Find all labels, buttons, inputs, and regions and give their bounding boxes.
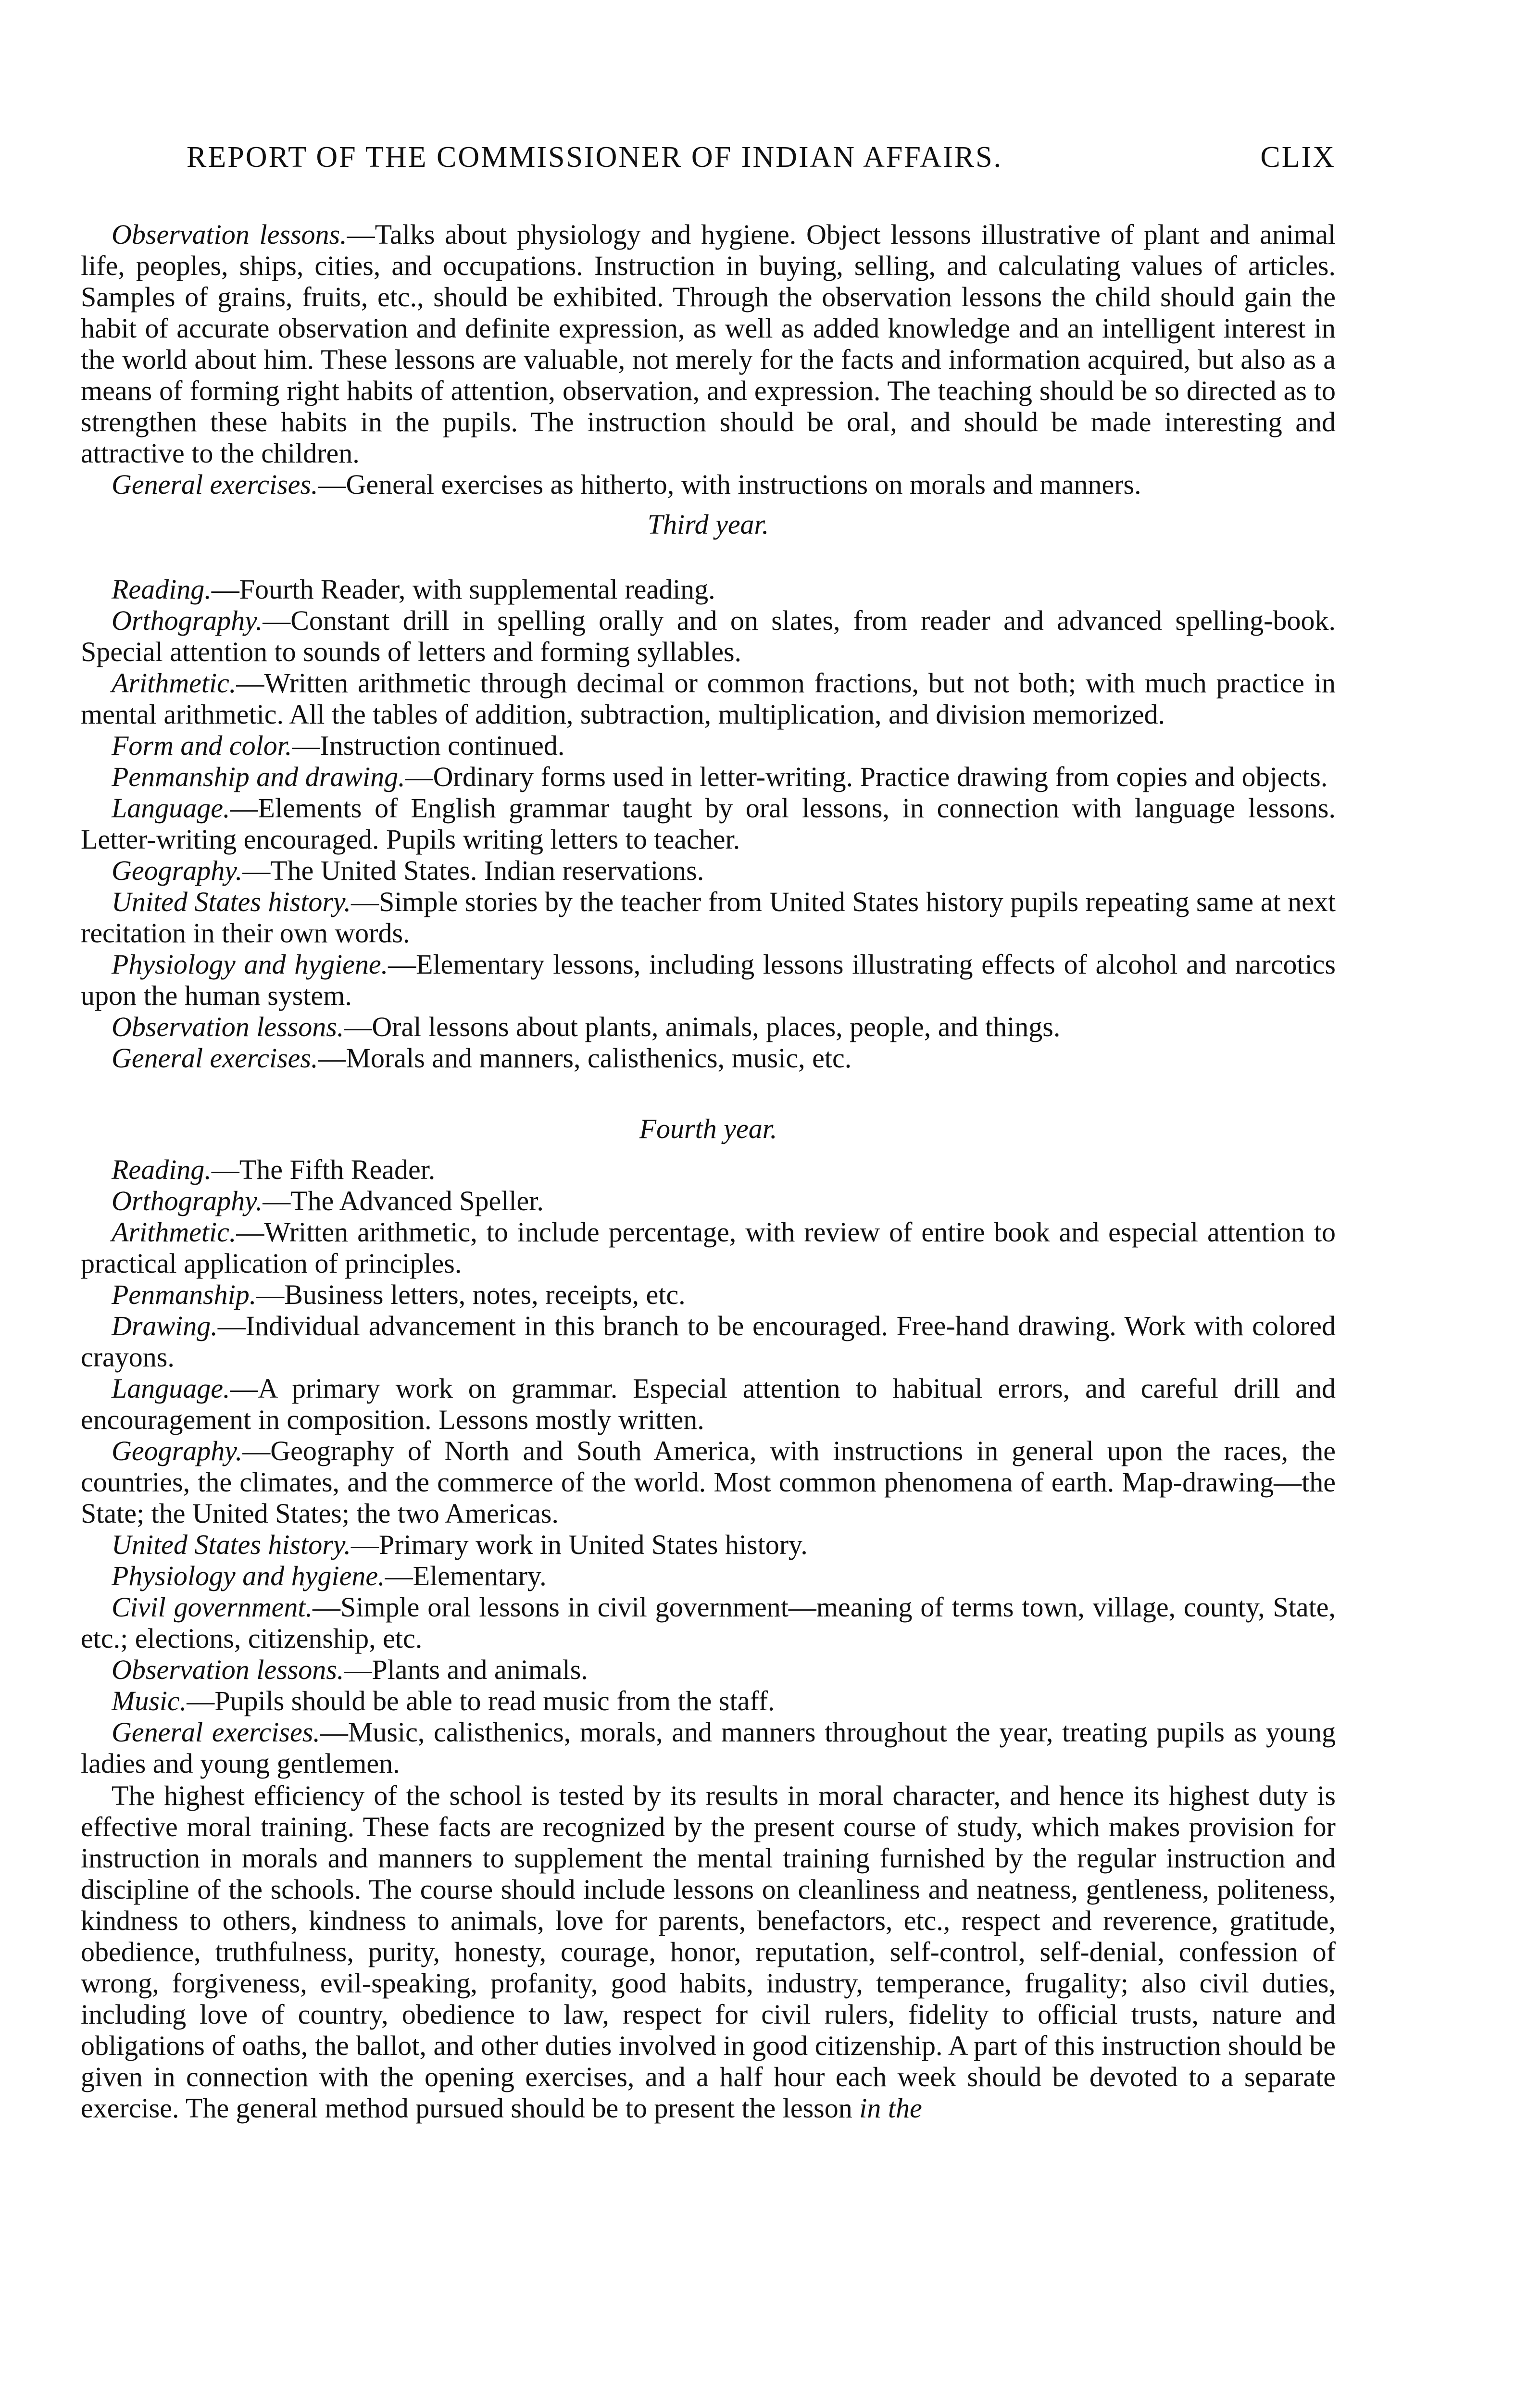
- item-text: —Instruction continued.: [292, 730, 565, 761]
- third-year-item: [81, 730, 1336, 761]
- third-year-item: [81, 1011, 1336, 1042]
- third-year-list: [81, 574, 1336, 1074]
- item-lead: Arithmetic.: [112, 667, 237, 699]
- item-text: —Simple oral lessons in civil government—meaning of terms town, village, county, State, etc.; elections, citizenship, etc.: [81, 1591, 1336, 1654]
- item-lead: General exercises.: [112, 1716, 320, 1748]
- third-year-item: [81, 855, 1336, 886]
- item-text: —Pupils should be able to read music from the staff.: [187, 1685, 775, 1716]
- third-year-item: [81, 761, 1336, 792]
- item-text: —Morals and manners, calisthenics, music, etc.: [318, 1042, 852, 1074]
- fourth-year-item: [81, 1685, 1336, 1716]
- item-lead: General exercises.: [112, 1042, 318, 1074]
- fourth-year-item: [81, 1373, 1336, 1435]
- item-lead: Form and color.: [112, 730, 292, 761]
- item-lead: United States history.: [112, 886, 351, 917]
- third-year-item: [81, 886, 1336, 949]
- item-text: —Elementary.: [385, 1560, 547, 1591]
- item-lead: Reading.: [112, 1154, 212, 1185]
- header-title: REPORT OF THE COMMISSIONER OF INDIAN AFFAIRS.: [187, 141, 1003, 174]
- page-number: CLIX: [1260, 141, 1336, 174]
- fourth-year-item: [81, 1310, 1336, 1373]
- item-text: —Elements of English grammar taught by oral lessons, in connection with language lessons. Letter-writing encouraged. Pupils writing letters to teacher.: [81, 792, 1336, 855]
- paragraph-observation-lessons: [81, 219, 1336, 469]
- fourth-year-item: [81, 1216, 1336, 1279]
- section-heading-fourth-year: Fourth year.: [639, 1113, 777, 1144]
- item-lead: United States history.: [112, 1529, 351, 1560]
- item-text: —Written arithmetic through decimal or common fractions, but not both; with much practice in mental arithmetic. All the tables of addition, subtraction, multiplication, and division memorized.: [81, 667, 1336, 730]
- third-year-item: [81, 949, 1336, 1011]
- item-lead: Observation lessons.: [112, 1654, 344, 1685]
- third-year-item: [81, 667, 1336, 730]
- item-lead: Penmanship and drawing.: [112, 761, 405, 792]
- item-text: —Ordinary forms used in letter-writing. Practice drawing from copies and objects.: [405, 761, 1328, 792]
- closing-paragraph: [81, 1780, 1336, 2124]
- item-lead: Observation lessons.: [112, 1011, 344, 1042]
- item-text: —Primary work in United States history.: [351, 1529, 808, 1560]
- item-lead: Drawing.: [112, 1310, 218, 1341]
- item-text: —Business letters, notes, receipts, etc.: [256, 1279, 686, 1310]
- item-text: —Simple stories by the teacher from United States history pupils repeating same at next recitation in their own words.: [81, 886, 1336, 949]
- item-text: —Geography of North and South America, with instructions in general upon the races, the countries, the climates, and the commerce of the world. Most common phenomena of earth. Map-drawing—the State; the United States; the two Americas.: [81, 1435, 1336, 1529]
- fourth-year-item: [81, 1154, 1336, 1185]
- item-text: —Written arithmetic, to include percentage, with review of entire book and especial attention to practical application of principles.: [81, 1216, 1336, 1279]
- item-lead: Arithmetic.: [112, 1216, 237, 1248]
- item-text: —The Advanced Speller.: [263, 1185, 544, 1216]
- fourth-year-item: [81, 1435, 1336, 1529]
- section-heading-third-year: Third year.: [647, 509, 769, 540]
- item-text: —A primary work on grammar. Especial attention to habitual errors, and careful drill and encouragement in composition. Lessons mostly written.: [81, 1373, 1336, 1435]
- fourth-year-item: [81, 1185, 1336, 1216]
- third-year-item: [81, 1042, 1336, 1074]
- third-year-item: [81, 792, 1336, 855]
- item-lead: Geography.: [112, 1435, 243, 1466]
- item-text: —Fourth Reader, with supplemental reading.: [211, 574, 715, 605]
- item-lead: Language.: [112, 792, 230, 824]
- third-year-item: [81, 574, 1336, 605]
- item-text: —Elementary lessons, including lessons illustrating effects of alcohol and narcotics upon the human system.: [81, 949, 1336, 1011]
- item-lead: Physiology and hygiene.: [112, 1560, 385, 1591]
- paragraph-text: —Talks about physiology and hygiene. Object lessons illustrative of plant and animal life, peoples, ships, cities, and occupations. Instruction in buying, selling, and calculating values of articles. Samples of grains, fruits, etc., should be exhibited. Through the observation lessons the child should gain the habit of accurate observation and definite expression, as well as added knowledge and an intelligent interest in the world about him. These lessons are valuable, not merely for the facts and information acquired, but also as a means of forming right habits of attention, observation, and expression. The teaching should be so directed as to strengthen these habits in the pupils. The instruction should be oral, and should be made interesting and attractive to the children.: [81, 219, 1336, 469]
- item-lead: Physiology and hygiene.: [112, 949, 388, 980]
- paragraph-text: —General exercises as hitherto, with instructions on morals and manners.: [318, 469, 1141, 500]
- item-lead: Civil government.: [112, 1591, 313, 1623]
- item-lead: Orthography.: [112, 605, 263, 636]
- item-lead: Penmanship.: [112, 1279, 257, 1310]
- item-lead: Orthography.: [112, 1185, 263, 1216]
- closing-tail: in the: [859, 2092, 922, 2124]
- item-lead: Geography.: [112, 855, 243, 886]
- item-text: —Plants and animals.: [344, 1654, 588, 1685]
- fourth-year-item: [81, 1560, 1336, 1591]
- fourth-year-item: [81, 1716, 1336, 1779]
- paragraph-lead: Observation lessons.: [112, 219, 347, 250]
- fourth-year-item: [81, 1654, 1336, 1685]
- item-lead: Language.: [112, 1373, 230, 1404]
- third-year-item: [81, 605, 1336, 667]
- item-text: —The Fifth Reader.: [211, 1154, 436, 1185]
- item-text: —Music, calisthenics, morals, and manners throughout the year, treating pupils as young ladies and young gentlemen.: [81, 1716, 1336, 1779]
- closing-text: The highest efficiency of the school is tested by its results in moral character, and hence its highest duty is effective moral training. These facts are recognized by the present course of study, which makes provision for instruction in morals and manners to supplement the mental training furnished by the regular instruction and discipline of the schools. The course should include lessons on cleanliness and neatness, gentleness, politeness, kindness to others, kindness to animals, love for parents, benefactors, etc., respect and reverence, gratitude, obedience, truthfulness, purity, honesty, courage, honor, reputation, self-control, self-denial, confession of wrong, forgiveness, evil-speaking, profanity, good habits, industry, temperance, frugality; also civil duties, including love of country, obedience to law, respect for civil rulers, fidelity to official trusts, nature and obligations of oaths, the ballot, and other duties involved in good citizenship. A part of this instruction should be given in connection with the opening exercises, and a half hour each week should be devoted to a separate exercise. The general method pursued should be to present the lesson: [81, 1780, 1336, 2124]
- fourth-year-item: [81, 1591, 1336, 1654]
- fourth-year-item: [81, 1279, 1336, 1310]
- item-lead: Music.: [112, 1685, 187, 1716]
- item-lead: Reading.: [112, 574, 212, 605]
- item-text: —The United States. Indian reservations.: [242, 855, 704, 886]
- paragraph-lead: General exercises.: [112, 469, 318, 500]
- item-text: —Oral lessons about plants, animals, places, people, and things.: [344, 1011, 1061, 1042]
- paragraph-general-exercises: [81, 469, 1336, 500]
- fourth-year-list: [81, 1154, 1336, 1779]
- fourth-year-item: [81, 1529, 1336, 1560]
- item-text: —Individual advancement in this branch to be encouraged. Free-hand drawing. Work with colored crayons.: [81, 1310, 1336, 1373]
- item-text: —Constant drill in spelling orally and on slates, from reader and advanced spelling-book. Special attention to sounds of letters and forming syllables.: [81, 605, 1336, 667]
- page-body: [81, 219, 1336, 2124]
